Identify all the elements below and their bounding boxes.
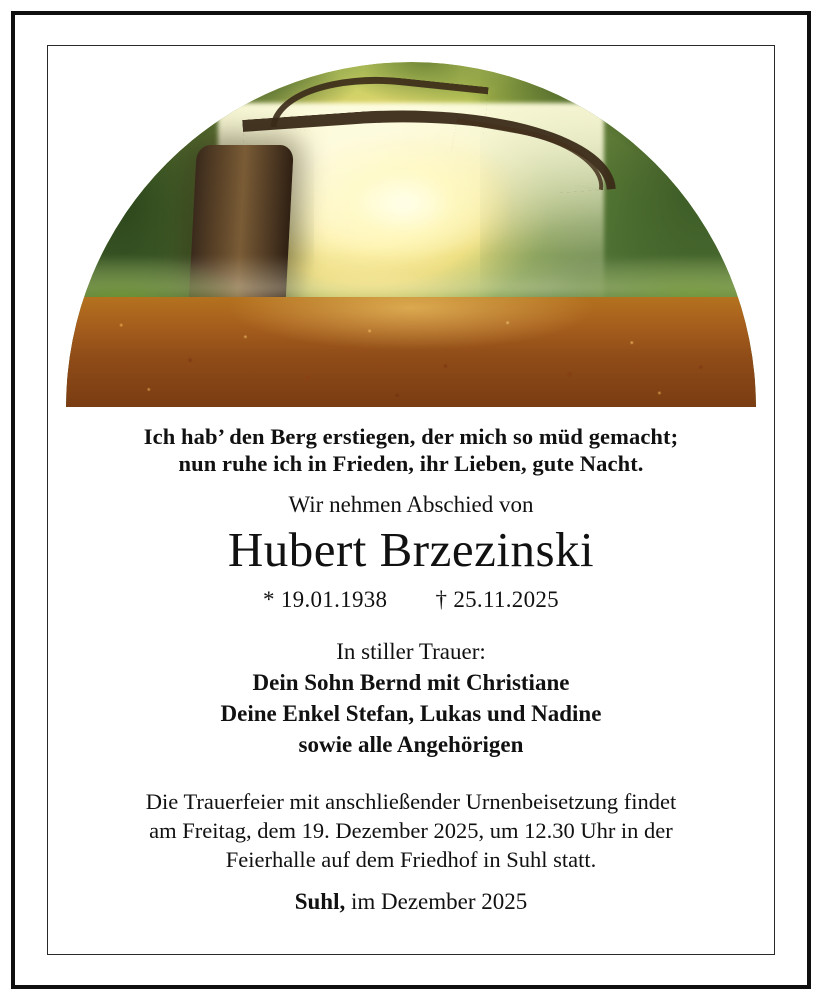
place-month: im Dezember 2025 — [345, 888, 528, 914]
photo-canvas — [66, 62, 756, 407]
mourner-line-1: Dein Sohn Bernd mit Christiane — [252, 670, 570, 696]
lead-in-text: Wir nehmen Abschied von — [288, 491, 534, 517]
notice-content — [48, 46, 774, 954]
mourners-list — [221, 668, 602, 760]
mourner-line-3: sowie alle Angehörigen — [298, 731, 524, 757]
fallen-leaves-texture — [66, 290, 756, 407]
place-and-date — [295, 889, 528, 915]
ceremony-line-2: am Freitag, dem 19. Dezember 2025, um 12.30 Uhr in der — [149, 818, 673, 843]
verse-line-2: nun ruhe ich in Frieden, ihr Lieben, gute Nacht. — [178, 451, 644, 477]
mourner-line-2: Deine Enkel Stefan, Lukas und Nadine — [220, 701, 602, 727]
life-dates — [263, 587, 559, 613]
memorial-verse — [144, 423, 678, 478]
birth-date: * 19.01.1938 — [263, 587, 388, 613]
memorial-photo — [66, 62, 756, 407]
ceremony-details — [146, 787, 676, 875]
deceased-name: Hubert Brzezinski — [227, 521, 595, 577]
mourners-heading: In stiller Trauer: — [336, 639, 486, 665]
death-date: † 25.11.2025 — [435, 587, 559, 613]
ceremony-line-3: Feierhalle auf dem Friedhof in Suhl statt. — [225, 847, 597, 873]
ceremony-line-1: Die Trauerfeier mit anschließender Urnenbeisetzung findet — [145, 788, 677, 814]
verse-line-1: Ich hab’ den Berg erstiegen, der mich so müd gemacht; — [143, 424, 679, 449]
place-city: Suhl, — [294, 888, 346, 914]
